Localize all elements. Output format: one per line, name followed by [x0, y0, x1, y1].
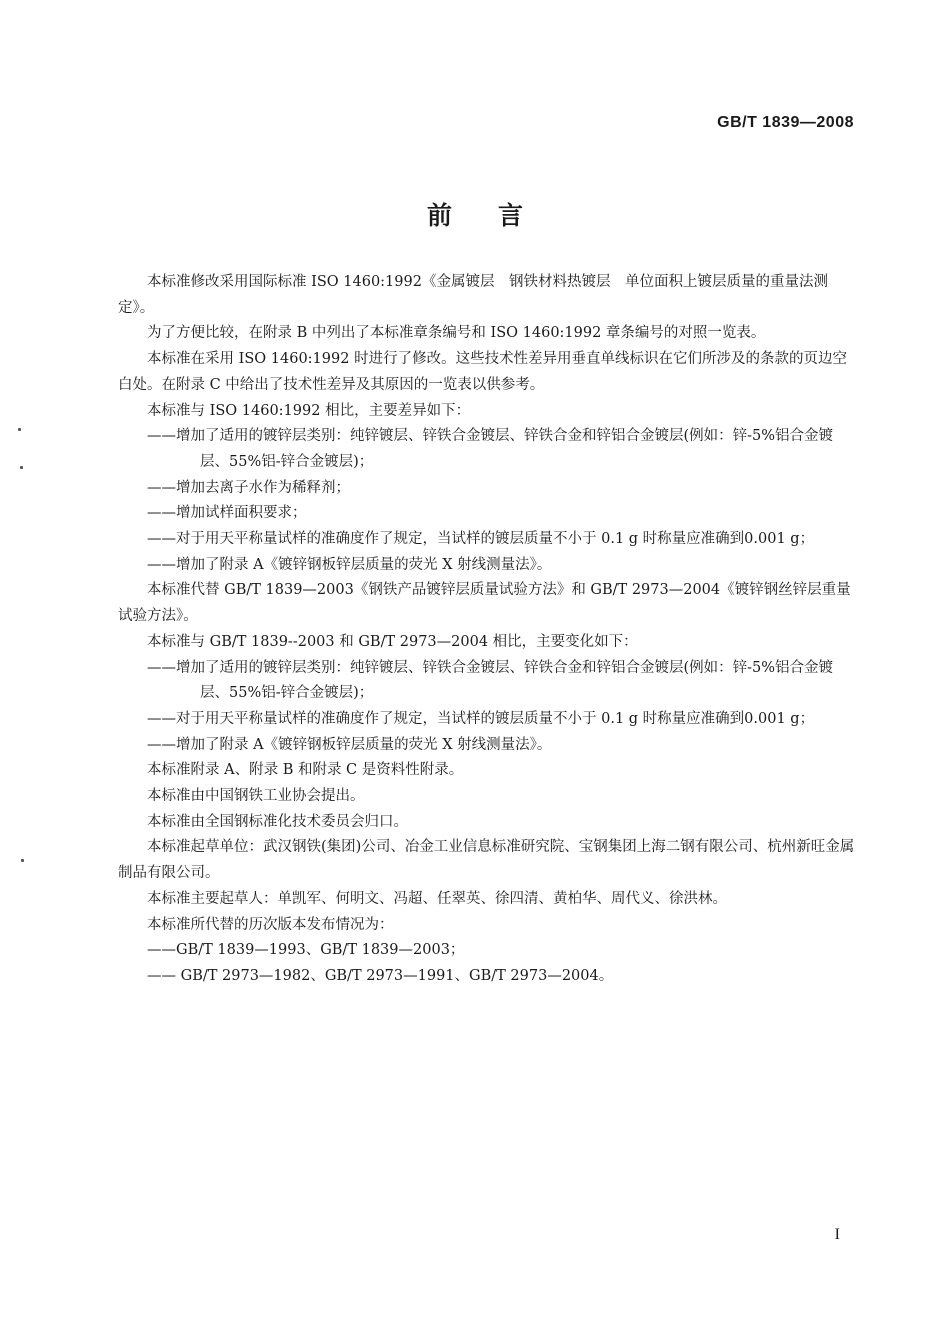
standard-code: GB/T 1839—2008: [717, 114, 854, 131]
paragraph: 本标准所代替的历次版本发布情况为：: [147, 916, 394, 933]
paragraph: 本标准在采用 ISO 1460:1992 时进行了修改。这些技术性差异用垂直单线标识在它们所涉及的条款的页边空白处。在附录 C 中给出了技术性差异及其原因的一览表以供参考。: [118, 351, 848, 393]
foreword-body: [118, 270, 856, 990]
list-item: ——对于用天平称量试样的准确度作了规定，当试样的镀层质量不小于 0.1 g 时称量应准确到0.001 g；: [147, 710, 815, 727]
list-item: ——增加了附录 A《镀锌钢板锌层质量的荧光 X 射线测量法》。: [147, 556, 552, 573]
list-item: ——增加了适用的镀锌层类别：纯锌镀层、锌铁合金镀层、锌铁合金和锌铝合金镀层(例如：锌-5%铝合金镀层、55%铝-锌合金镀层)；: [147, 659, 834, 702]
list-item: ——增加了附录 A《镀锌钢板锌层质量的荧光 X 射线测量法》。: [147, 736, 552, 753]
scan-speck: [20, 466, 23, 469]
paragraph: 本标准附录 A、附录 B 和附录 C 是资料性附录。: [147, 762, 464, 779]
page-number: I: [834, 1226, 840, 1243]
list-item: ——增加试样面积要求；: [147, 505, 307, 522]
paragraph: 本标准主要起草人：单凯军、何明文、冯超、任翠英、徐四清、黄柏华、周代义、徐洪林。: [147, 890, 727, 907]
paragraph: 本标准代替 GB/T 1839—2003《钢铁产品镀锌层质量试验方法》和 GB/T 2973—2004《镀锌钢丝锌层重量试验方法》。: [118, 582, 851, 625]
list-item: ——对于用天平称量试样的准确度作了规定，当试样的镀层质量不小于 0.1 g 时称量应准确到0.001 g；: [147, 531, 815, 548]
page-title: 前言: [426, 201, 569, 230]
paragraph: 本标准由中国钢铁工业协会提出。: [147, 788, 365, 805]
paragraph: 为了方便比较，在附录 B 中列出了本标准章条编号和 ISO 1460:1992 章条编号的对照一览表。: [147, 325, 766, 342]
list-item: ——增加去离子水作为稀释剂；: [147, 479, 350, 496]
paragraph: 本标准由全国钢标准化技术委员会归口。: [147, 813, 408, 830]
paragraph: 本标准与 ISO 1460:1992 相比，主要差异如下：: [147, 402, 471, 419]
paragraph: 本标准起草单位：武汉钢铁(集团)公司、冶金工业信息标准研究院、宝钢集团上海二钢有限公司、杭州新旺金属制品有限公司。: [118, 839, 855, 882]
list-item: ——增加了适用的镀锌层类别：纯锌镀层、锌铁合金镀层、锌铁合金和锌铝合金镀层(例如：锌-5%铝合金镀层、55%铝-锌合金镀层)；: [147, 428, 834, 470]
scan-speck: [21, 859, 24, 862]
list-item: —— GB/T 2973—1982、GB/T 2973—1991、GB/T 2973—2004。: [147, 967, 614, 984]
paragraph: 本标准与 GB/T 1839--2003 和 GB/T 2973—2004 相比，主要变化如下：: [147, 633, 638, 650]
list-item: ——GB/T 1839—1993、GB/T 1839—2003；: [147, 942, 465, 959]
paragraph: 本标准修改采用国际标准 ISO 1460:1992《金属镀层 钢铁材料热镀层 单位面积上镀层质量的重量法测定》。: [118, 274, 828, 316]
scan-speck: [18, 428, 21, 431]
